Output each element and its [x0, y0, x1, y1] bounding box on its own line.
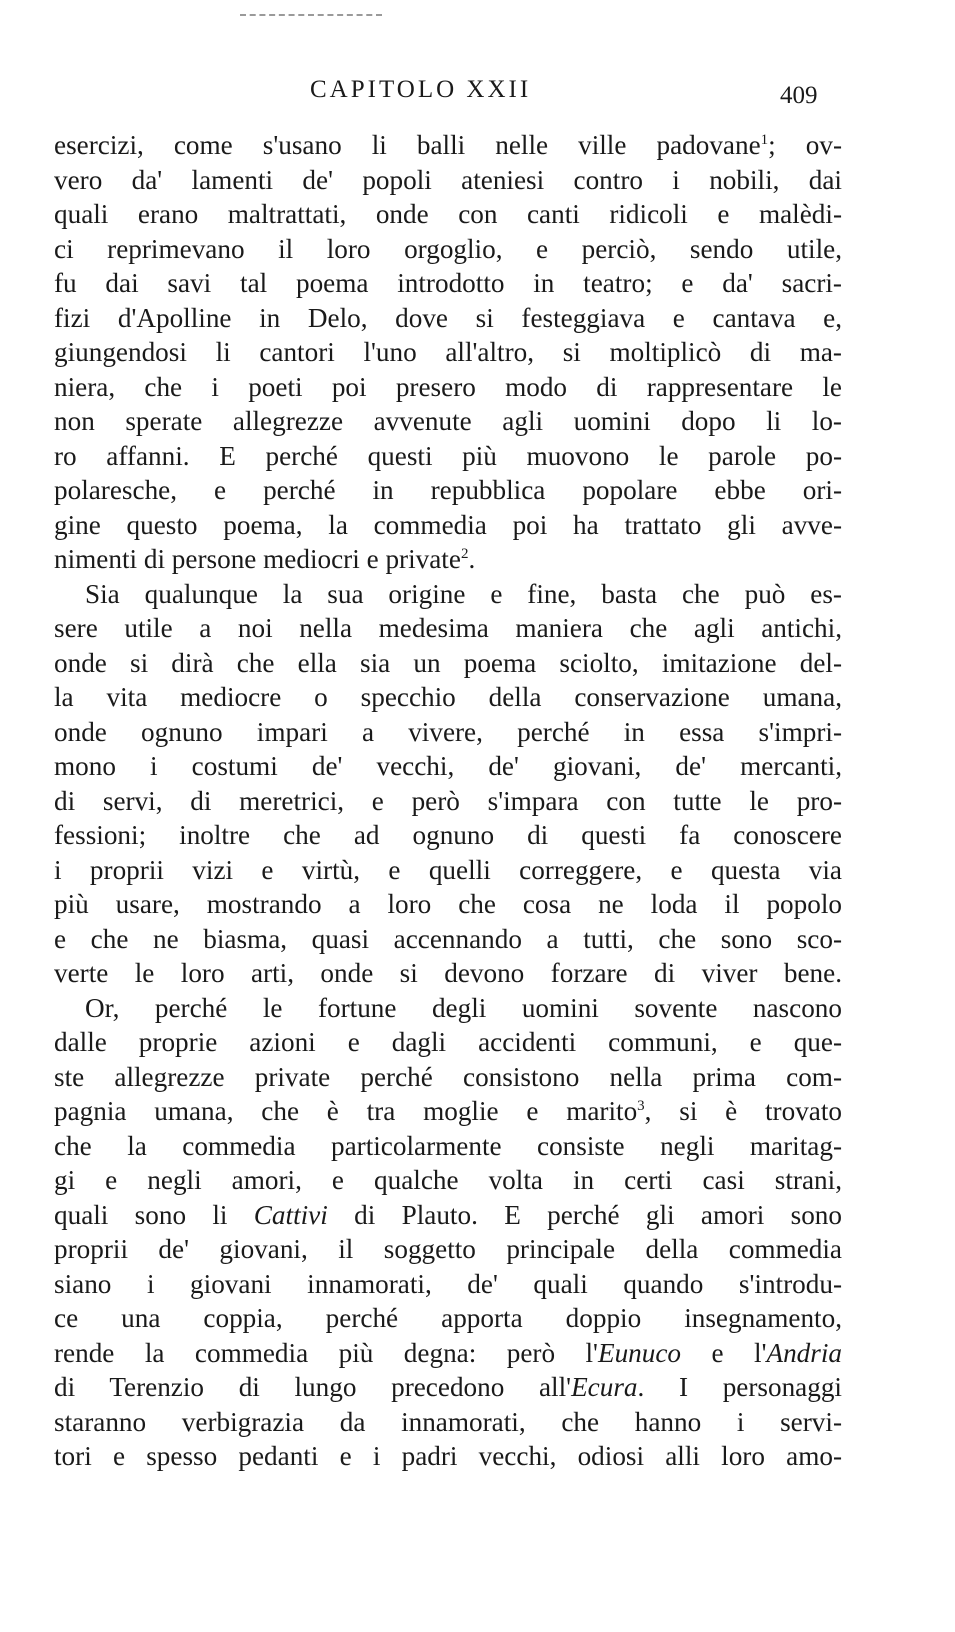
- text-line: siano i giovani innamorati, de' quali quando s'introdu-: [54, 1268, 842, 1299]
- text-line: Or, perché le fortune degli uomini sovente nascono: [85, 992, 842, 1023]
- text-line: tori e spesso pedanti e i padri vecchi, odiosi alli loro amo-: [54, 1441, 842, 1471]
- text-line: e che ne biasma, quasi accennando a tutti, che sono sco-: [54, 923, 842, 954]
- text-line: esercizi, come s'usano li balli nelle ville padovane$^1$; ov-: [54, 130, 842, 160]
- text-line: fizi d'Apolline in Delo, dove si festeggiava e cantava e,: [54, 302, 842, 333]
- running-head: [0, 76, 955, 116]
- text-line: ste allegrezze private perché consistono nella prima com-: [54, 1061, 842, 1092]
- work-title-cattivi: Cattivi: [253, 1199, 328, 1230]
- text-line: ci reprimevano il loro orgoglio, e perciò, sendo utile,: [54, 233, 842, 264]
- text-line: niera, che i poeti poi presero modo di rappresentare le: [54, 371, 842, 402]
- text-line: la vita mediocre o specchio della conservazione umana,: [54, 682, 842, 712]
- text-line: gine questo poema, la commedia poi ha trattato gli avve-: [54, 509, 842, 540]
- text-line: i proprii vizi e virtù, e quelli correggere, e questa via: [54, 854, 842, 885]
- text-line: vero da' lamenti de' popoli ateniesi contro i nobili, dai: [54, 164, 842, 195]
- text-line: rende la commedia più degna: però l'Eunuco e l'Andria: [54, 1337, 842, 1368]
- text-line: che la commedia particolarmente consiste negli maritag-: [54, 1130, 842, 1161]
- chapter-title: CAPITOLO XXII: [310, 76, 532, 103]
- paragraph-1: [54, 128, 842, 577]
- body-text: [54, 128, 842, 1474]
- text-line: ro affanni. E perché questi più muovono le parole po-: [54, 440, 842, 471]
- footnote-ref-2[interactable]: 2: [460, 546, 469, 562]
- paragraph-3: [54, 991, 842, 1474]
- text-line: giungendosi li cantori l'uno all'altro, si moltiplicò di ma-: [54, 337, 842, 367]
- text-line: quali erano maltrattati, onde con canti ridicoli e malèdi-: [54, 199, 842, 229]
- text-line: fessioni; inoltre che ad ognuno di questi fa conoscere: [54, 820, 842, 850]
- text-line: mono i costumi de' vecchi, de' giovani, de' mercanti,: [54, 751, 842, 781]
- text-line: gi e negli amori, e qualche volta in certi casi strani,: [54, 1165, 842, 1195]
- text-line: non sperate allegrezze avvenute agli uomini dopo li lo-: [54, 406, 842, 436]
- top-decorative-rule: [240, 14, 382, 16]
- paragraph-2: [54, 577, 842, 991]
- text-line: di servi, di meretrici, e però s'impara con tutte le pro-: [54, 785, 842, 816]
- text-line: onde si dirà che ella sia un poema sciolto, imitazione del-: [54, 647, 842, 678]
- page-number: 409: [780, 82, 818, 109]
- text-line: proprii de' giovani, il soggetto principale della commedia: [54, 1234, 842, 1264]
- text-line: onde ognuno impari a vivere, perché in essa s'impri-: [54, 716, 842, 747]
- text-line: di Terenzio di lungo precedono all'Ecura. I personaggi: [54, 1372, 842, 1402]
- text-line: ce una coppia, perché apporta doppio insegnamento,: [54, 1303, 842, 1333]
- text-line: Sia qualunque la sua origine e fine, basta che può es-: [85, 578, 842, 609]
- text-line: staranno verbigrazia da innamorati, che hanno i servi-: [54, 1406, 842, 1437]
- text-line: pagnia umana, che è tra moglie e marito$^3$, si è trovato: [54, 1096, 842, 1126]
- text-line: sere utile a noi nella medesima maniera che agli antichi,: [54, 613, 842, 643]
- work-title-andria: Andria: [766, 1337, 842, 1368]
- text-line: fu dai savi tal poema introdotto in teatro; e da' sacri-: [54, 268, 842, 298]
- text-line: dalle proprie azioni e dagli accidenti communi, e que-: [54, 1027, 842, 1057]
- footnote-ref-3[interactable]: 3: [637, 1098, 645, 1114]
- text-line: verte le loro arti, onde si devono forzare di viver bene.: [54, 958, 842, 988]
- work-title-ecura: Ecura: [571, 1372, 638, 1402]
- footnote-ref-1[interactable]: 1: [760, 132, 769, 148]
- work-title-eunuco: Eunuco: [597, 1337, 682, 1368]
- text-line: quali sono li Cattivi di Plauto. E perché gli amori sono: [54, 1199, 842, 1230]
- text-line: polaresche, e perché in repubblica popolare ebbe ori-: [54, 475, 842, 505]
- text-line: nimenti di persone mediocri e private$^2$.: [54, 544, 476, 574]
- text-line: più usare, mostrando a loro che cosa ne loda il popolo: [54, 889, 842, 919]
